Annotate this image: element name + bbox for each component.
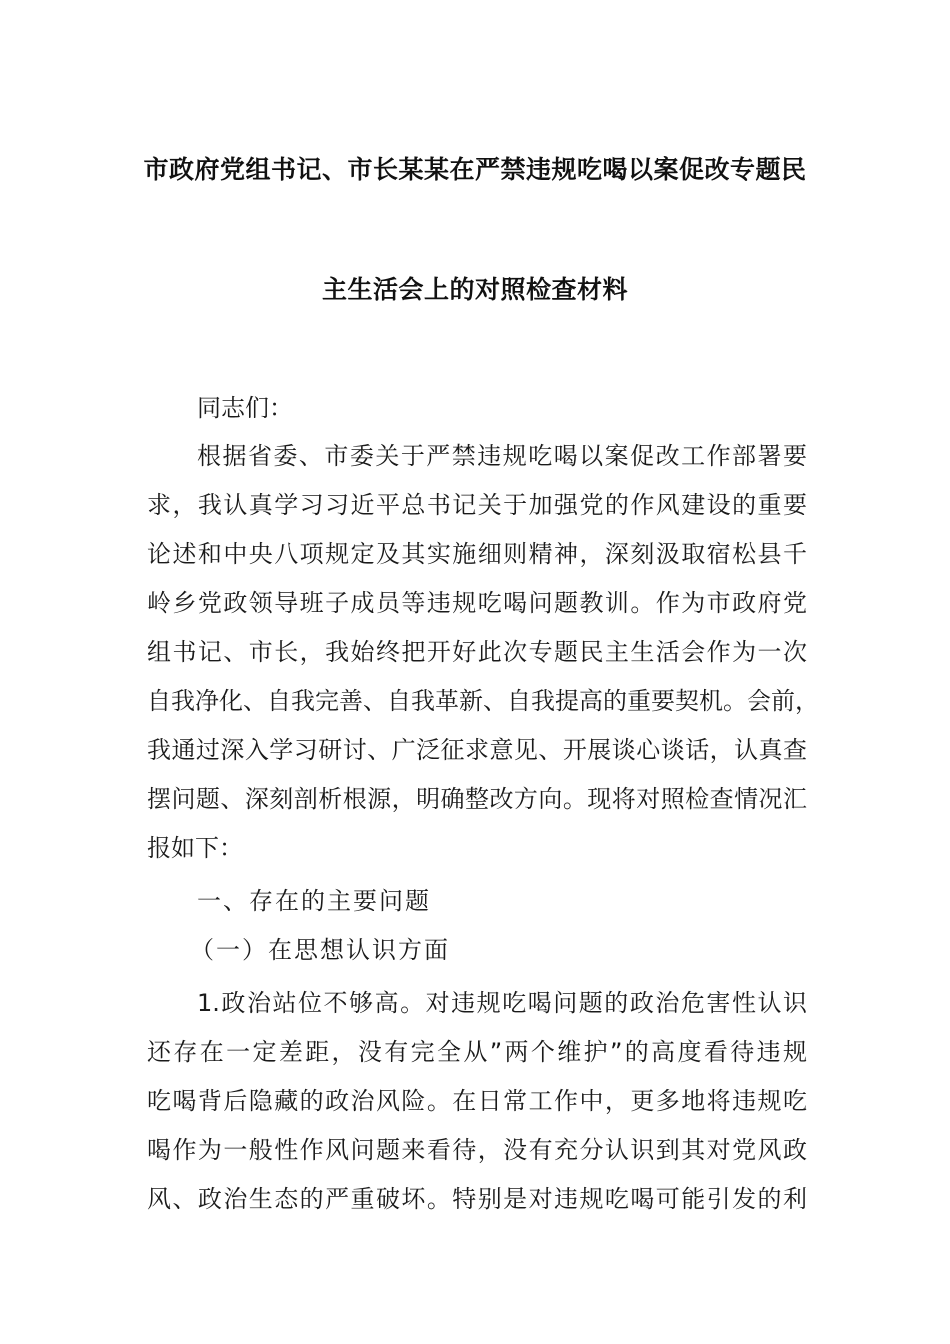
item-line: 还存在一定差距，没有完全从”两个维护”的高度看待违规 <box>147 1038 807 1066</box>
salutation: 同志们： <box>197 394 293 422</box>
intro-line: 自我净化、自我完善、自我革新、自我提高的重要契机。会前， <box>147 687 819 715</box>
item-line: 风、政治生态的严重破坏。特别是对违规吃喝可能引发的利 <box>147 1185 807 1213</box>
intro-line: 摆问题、深刻剖析根源，明确整改方向。现将对照检查情况汇 <box>147 785 807 813</box>
item-line: 喝作为一般性作风问题来看待，没有充分认识到其对党风政 <box>147 1136 807 1164</box>
intro-line: 岭乡党政领导班子成员等违规吃喝问题教训。作为市政府党 <box>147 589 807 617</box>
item-line: 吃喝背后隐藏的政治风险。在日常工作中，更多地将违规吃 <box>147 1087 807 1115</box>
intro-line: 论述和中央八项规定及其实施细则精神，深刻汲取宿松县千 <box>147 540 807 568</box>
intro-line: 求，我认真学习习近平总书记关于加强党的作风建设的重要 <box>147 491 807 519</box>
item-line: 1.政治站位不够高。对违规吃喝问题的政治危害性认识 <box>197 989 807 1017</box>
document-title-line-2: 主生活会上的对照检查材料 <box>321 275 628 304</box>
intro-line: 组书记、市长，我始终把开好此次专题民主生活会作为一次 <box>147 638 807 666</box>
subsection-heading: （一）在思想认识方面 <box>190 936 450 964</box>
intro-line: 我通过深入学习研讨、广泛征求意见、开展谈心谈话，认真查 <box>147 736 807 764</box>
intro-line: 根据省委、市委关于严禁违规吃喝以案促改工作部署要 <box>197 442 807 470</box>
section-heading: 一、存在的主要问题 <box>197 887 431 915</box>
intro-line: 报如下： <box>147 834 243 862</box>
document-title-line-1: 市政府党组书记、市长某某在严禁违规吃喝以案促改专题民 <box>143 155 807 184</box>
